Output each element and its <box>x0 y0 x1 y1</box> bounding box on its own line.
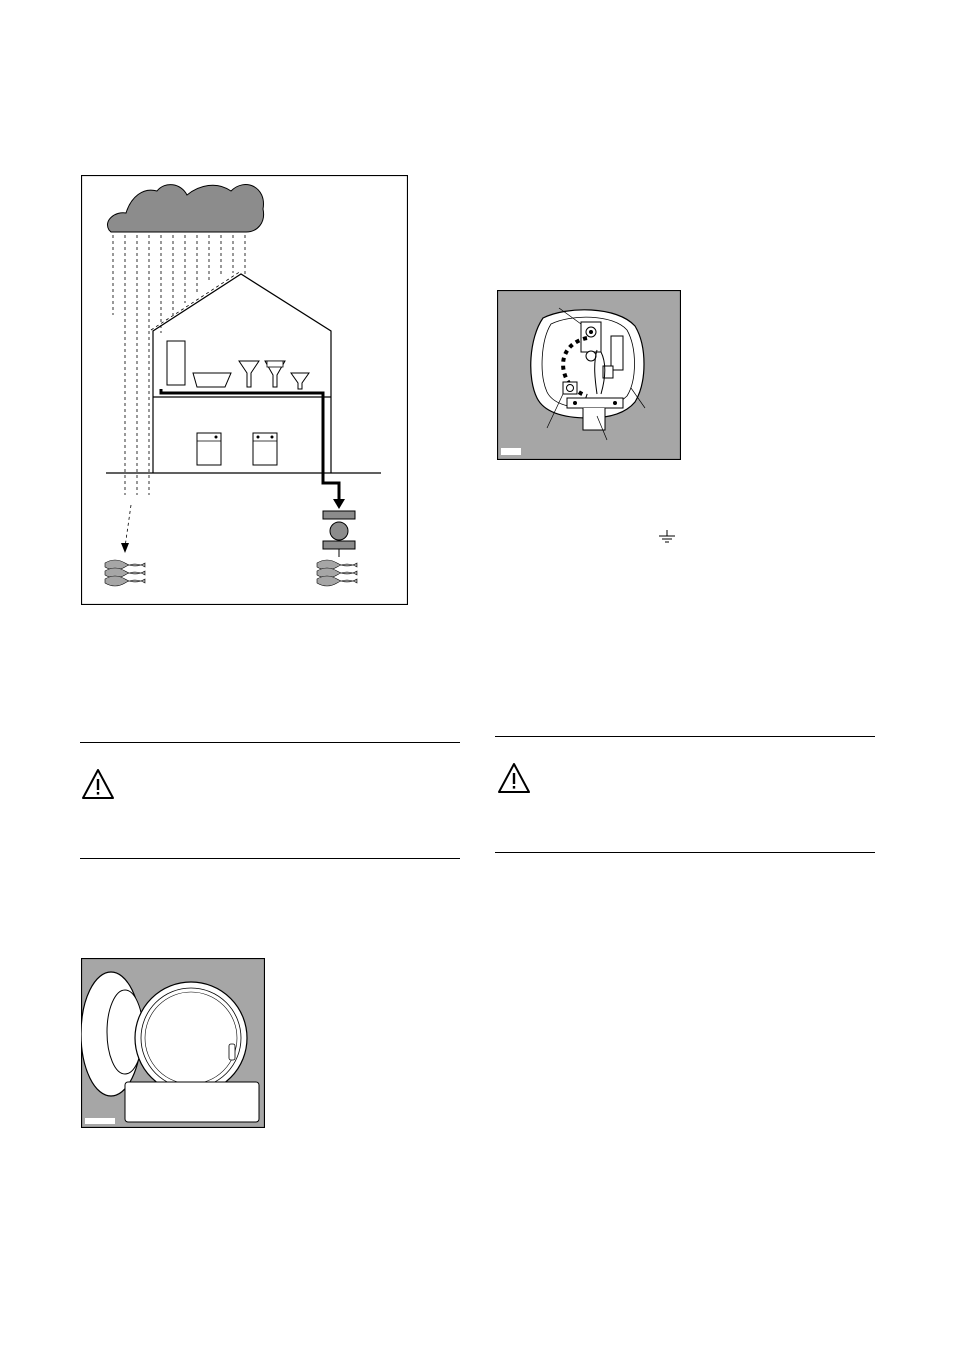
washer-figure <box>81 958 265 1128</box>
earth-symbol-icon <box>657 529 677 545</box>
warning-triangle-icon <box>497 762 531 794</box>
warning-left-bottom-rule <box>80 858 460 859</box>
warning-triangle-icon <box>81 768 115 800</box>
drainage-system-illustration <box>81 175 408 605</box>
warning-right-bottom-rule <box>495 852 875 853</box>
washing-machine-door-illustration <box>81 958 265 1128</box>
plug-wiring-illustration <box>497 290 681 460</box>
warning-right-top-rule <box>495 736 875 737</box>
warning-left-top-rule <box>80 742 460 743</box>
plug-figure <box>497 290 681 460</box>
drainage-figure <box>81 175 408 605</box>
